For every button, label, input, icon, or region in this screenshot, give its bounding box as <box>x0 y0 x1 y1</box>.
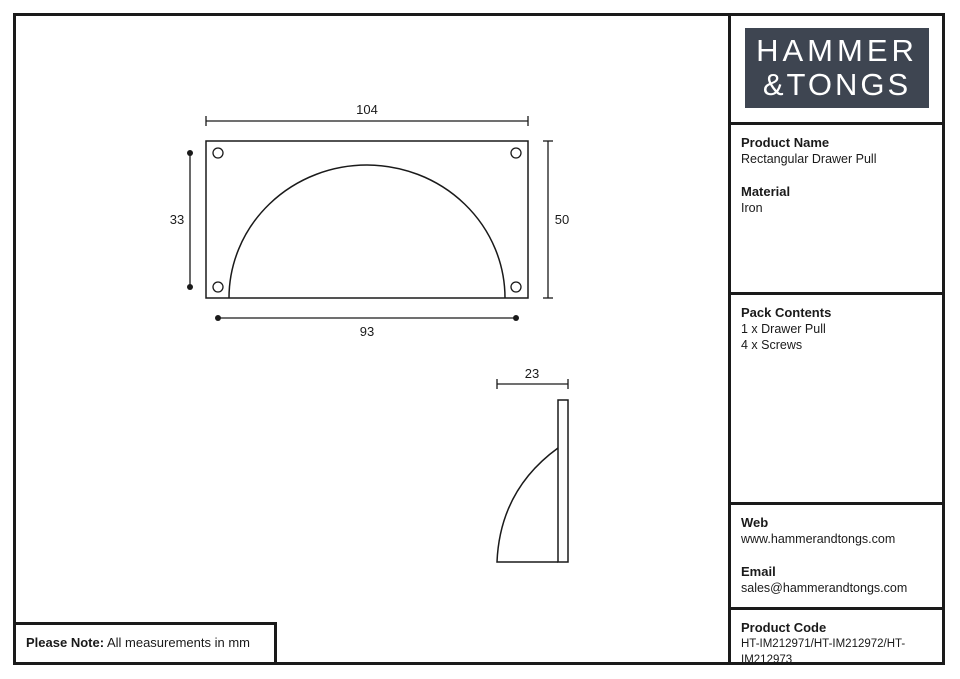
pack-item: 4 x Screws <box>741 338 803 352</box>
note-label: Please Note: <box>26 635 105 650</box>
material-label: Material <box>741 184 791 199</box>
web-label: Web <box>741 515 769 530</box>
email-link[interactable]: sales@hammerandtongs.com <box>741 581 908 595</box>
screw-hole <box>213 148 223 158</box>
logo-cell <box>731 13 945 125</box>
brand-logo <box>745 28 929 108</box>
web-link[interactable]: www.hammerandtongs.com <box>741 532 896 546</box>
screw-hole <box>511 282 521 292</box>
measurement-note <box>13 622 277 665</box>
side-view-plate <box>558 400 568 562</box>
info-sidebar <box>728 13 945 665</box>
product-name-value: Rectangular Drawer Pull <box>741 152 877 166</box>
product-code-value: HT-IM212971/HT-IM212972/HT-IM212973 <box>741 638 906 666</box>
product-info-cell <box>731 125 945 295</box>
dim-label-depth: 23 <box>524 366 540 381</box>
product-code-cell <box>731 610 945 666</box>
material-value: Iron <box>741 201 763 215</box>
pack-contents-label: Pack Contents <box>741 305 832 320</box>
dim-label-hole-spacing: 93 <box>359 324 375 339</box>
logo-line-1: HAMMER <box>756 33 918 68</box>
dim-label-total-height: 50 <box>554 212 570 227</box>
email-label: Email <box>741 564 776 579</box>
dim-label-width: 104 <box>356 102 378 117</box>
dim-label-hole-height: 33 <box>169 212 185 227</box>
screw-hole <box>511 148 521 158</box>
front-view-cup <box>229 165 505 298</box>
product-code-label: Product Code <box>741 620 827 635</box>
logo-line-2: &TONGS <box>762 67 912 102</box>
side-view-cup <box>497 448 558 562</box>
note-text: All measurements in mm <box>106 635 250 650</box>
pack-item: 1 x Drawer Pull <box>741 322 826 336</box>
pack-contents-cell <box>731 295 945 505</box>
contact-cell <box>731 505 945 610</box>
screw-hole <box>213 282 223 292</box>
product-name-label: Product Name <box>741 135 830 150</box>
